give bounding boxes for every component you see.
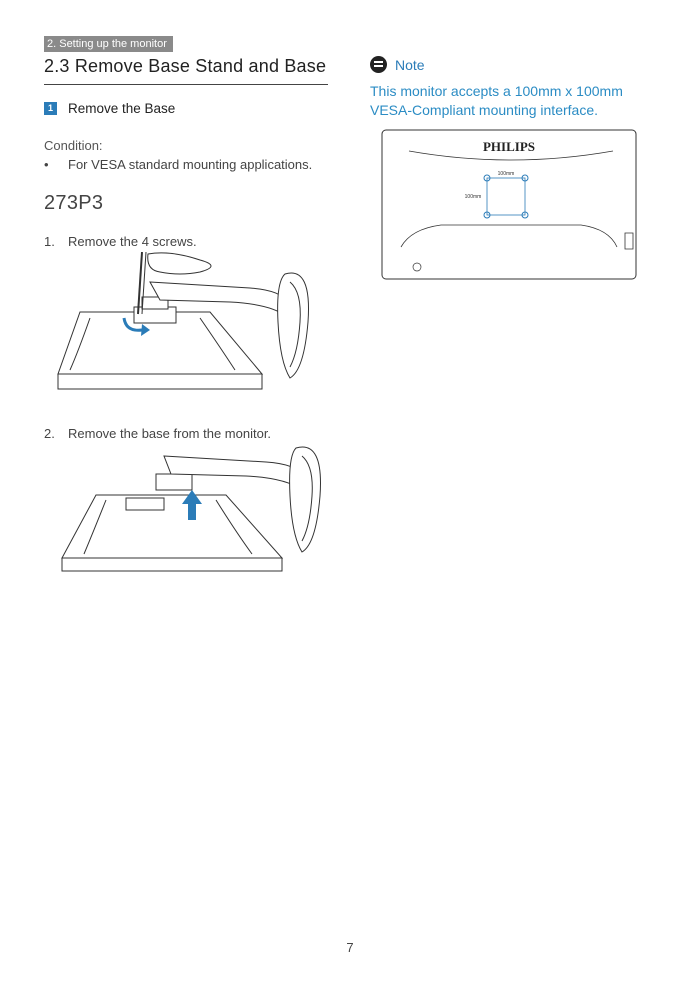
step-text: Remove the base from the monitor.	[68, 426, 272, 441]
page-number: 7	[346, 940, 354, 955]
condition-text: For VESA standard mounting applications.	[68, 157, 313, 172]
note-text: This monitor accepts a 100mm x 100mm VESA-Compliant mounting interface.	[370, 83, 623, 118]
condition-item	[44, 157, 312, 172]
condition-label: Condition:	[44, 138, 103, 153]
remove-base-illustration	[56, 440, 346, 575]
brand-logo: PHILIPS	[482, 139, 536, 154]
note-label: Note	[395, 56, 425, 73]
step-number: 1.	[44, 234, 55, 249]
vesa-height-label: 100mm	[464, 194, 482, 200]
step-text: Remove the 4 screws.	[68, 234, 197, 249]
subsection-heading	[44, 101, 175, 116]
note-heading	[370, 56, 425, 73]
step-2	[44, 426, 271, 441]
step-1	[44, 234, 197, 249]
breadcrumb: 2. Setting up the monitor	[44, 36, 173, 52]
bullet-icon: •	[44, 157, 49, 172]
note-icon	[370, 56, 387, 73]
vesa-back-panel-illustration	[381, 129, 637, 280]
step-number: 2.	[44, 426, 55, 441]
section-divider	[44, 84, 328, 85]
section-title: 2.3 Remove Base Stand and Base	[44, 56, 327, 76]
remove-screws-illustration	[50, 252, 340, 392]
subsection-title: Remove the Base	[68, 101, 176, 116]
vesa-width-label: 100mm	[497, 171, 515, 177]
step-badge: 1	[44, 102, 57, 115]
model-name: 273P3	[44, 192, 104, 214]
